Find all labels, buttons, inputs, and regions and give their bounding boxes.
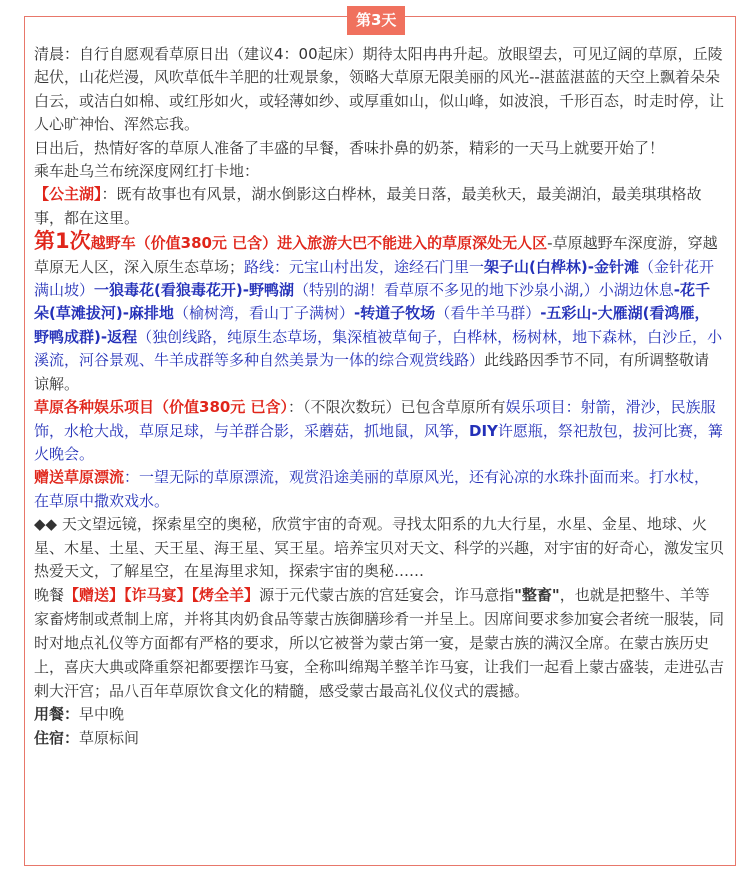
astronomy-paragraph: ◆◆ 天文望远镜，探索星空的奥秘，欣赏宇宙的奇观。寻找太阳系的九大行星，水星、金星、地球、火星、木星、土星、天王星、海王星、冥王星。培养宝贝对天文、科学的兴趣，对宇宙的好奇心，激发宝贝热爱天文，了解星空，在星海里求知，探索宇宙的奥秘…… bbox=[34, 515, 725, 580]
dinner-quote: "整畜" bbox=[514, 586, 560, 605]
route-segment: 一狼毒花(看狼毒花开)-野鸭湖 bbox=[94, 281, 294, 300]
offroad-intro: -草原越野车深度游，穿越草原无人区，深入原生态草场； bbox=[34, 234, 718, 276]
morning-paragraph: 清晨：自行自愿观看草原日出（建议4：00起床）期待太阳冉冉升起。放眼望去，可见辽阔的草原，丘陵起伏，山花烂漫，风吹草低牛羊肥的壮观景象，领略大草原无限美丽的风光--湛蓝湛蓝的天空上飘着朵朵白云，或洁白如棉、或红彤如火，或轻薄如纱、或厚重如山，似山峰，如波浪，千形百态，时走时停，让人心旷神怡、浑然忘我。 bbox=[34, 45, 725, 134]
meal-line bbox=[34, 703, 724, 726]
offroad-title: 越野车（价值380元 已含）进入旅游大巴不能进入的草原深处无人区 bbox=[90, 234, 548, 253]
dinner-tag: 【烤全羊】 bbox=[191, 586, 260, 605]
stay-label: 住宿： bbox=[34, 728, 80, 747]
day-tab: 第3天 bbox=[347, 6, 405, 35]
stay-value: 草原标间 bbox=[79, 728, 140, 747]
route-segment: 小湖边休息 bbox=[598, 281, 674, 300]
transfer-paragraph: 乘车赴乌兰布统深度网红打卡地： bbox=[34, 162, 260, 181]
dinner-text: 源于元代蒙古族的宫廷宴会，诈马意指 bbox=[259, 586, 515, 605]
dinner-prefix: 晚餐 bbox=[34, 586, 65, 605]
route-segment: -返程 bbox=[100, 327, 138, 346]
route-segment: （榆树湾，看山丁子满树） bbox=[173, 304, 354, 323]
stay-line bbox=[34, 727, 724, 750]
entertainment-paragraph bbox=[34, 396, 724, 466]
rafting-paragraph bbox=[34, 466, 724, 513]
route-segment: -花千朵(草滩拔河)-麻排地 bbox=[34, 281, 710, 323]
meal-label: 用餐： bbox=[34, 705, 80, 724]
breakfast-paragraph: 日出后，热情好客的草原人准备了丰盛的早餐，香味扑鼻的奶茶，精彩的一天马上就要开始了！ bbox=[34, 138, 665, 157]
route-segment: （看牛羊马群） bbox=[435, 304, 541, 323]
princess-lake-paragraph bbox=[34, 183, 724, 230]
diy-label: DIY bbox=[469, 421, 498, 440]
rafting-text: ：一望无际的草原漂流，观赏沿途美丽的草原风光，还有沁凉的水珠扑面而来。打水杖，在草原中撒欢戏水。 bbox=[34, 468, 710, 510]
route-note: 此线路因季节不同，有所调整敬请谅解。 bbox=[34, 351, 710, 393]
entertainment-items: 娱乐项目：射箭，滑沙，民族服饰，水枪大战，草原足球，与羊群合影，采蘑菇，抓地鼠，风筝， bbox=[34, 398, 716, 440]
dinner-tag: 【诈马宴】 bbox=[124, 586, 192, 605]
route-segment: -大雁湖(看鸿雁，野鸭成群) bbox=[34, 304, 710, 346]
offroad-big-label: 第1次 bbox=[34, 229, 91, 254]
route-segment: -五彩山 bbox=[540, 304, 592, 323]
route-segment: 架子山(白桦林)-金针滩 bbox=[484, 257, 639, 276]
offroad-paragraph bbox=[34, 230, 724, 396]
dinner-text-more: ，也就是把整牛、羊等家畜烤制或煮制上席，并将其肉奶食品等蒙古族御膳珍肴一并呈上。因席间要求参加宴会者统一服装，同时对地点礼仪等方面都有严格的要求，所以它被誉为蒙古第一宴，是蒙古族的满汉全席。在蒙古族历史上，喜庆大典或降重祭祀都要摆诈马宴，全称叫绵羯羊整羊诈马宴，让我们一起看上蒙古盛装，走进弘吉剌大汗宫；品八百年草原饮食文化的精髓，感受蒙古最高礼仪仪式的震撼。 bbox=[34, 586, 725, 701]
princess-lake-title: 【公主湖】 bbox=[34, 185, 102, 204]
route-label: 路线： bbox=[244, 257, 290, 276]
itinerary-content bbox=[34, 43, 724, 750]
entertainment-intro: ：（不限次数玩）已包含草原所有 bbox=[288, 398, 506, 417]
route-segment: （特别的湖！看草原不多见的地下沙泉小湖,） bbox=[293, 281, 599, 300]
rafting-title: 赠送草原漂流 bbox=[34, 468, 125, 487]
entertainment-items-more: 许愿瓶，祭祀敖包，拔河比赛，篝火晚会。 bbox=[34, 421, 723, 463]
entertainment-title: 草原各种娱乐项目（价值380元 已含） bbox=[34, 398, 289, 417]
dinner-tag: 【赠送】 bbox=[64, 586, 125, 605]
princess-lake-text: ：既有故事也有风景，湖水倒影这白桦林，最美日落，最美秋天，最美湖泊，最美琪琪格故事，都在这里。 bbox=[34, 185, 702, 227]
route-segment: -转道子牧场 bbox=[353, 304, 436, 323]
route-segment: （独创线路，纯原生态草场，集深植被草甸子，白桦林，杨树林，地下森林，白沙丘，小溪流，河谷景观、牛羊成群等多种自然美景为一体的综合观赏线路） bbox=[34, 327, 723, 370]
route-segment: 元宝山村出发，途经石门里一 bbox=[289, 257, 485, 276]
meal-value: 早中晚 bbox=[79, 705, 125, 724]
route-segment: （金针花开满山坡） bbox=[34, 257, 714, 300]
dinner-paragraph bbox=[34, 583, 724, 703]
